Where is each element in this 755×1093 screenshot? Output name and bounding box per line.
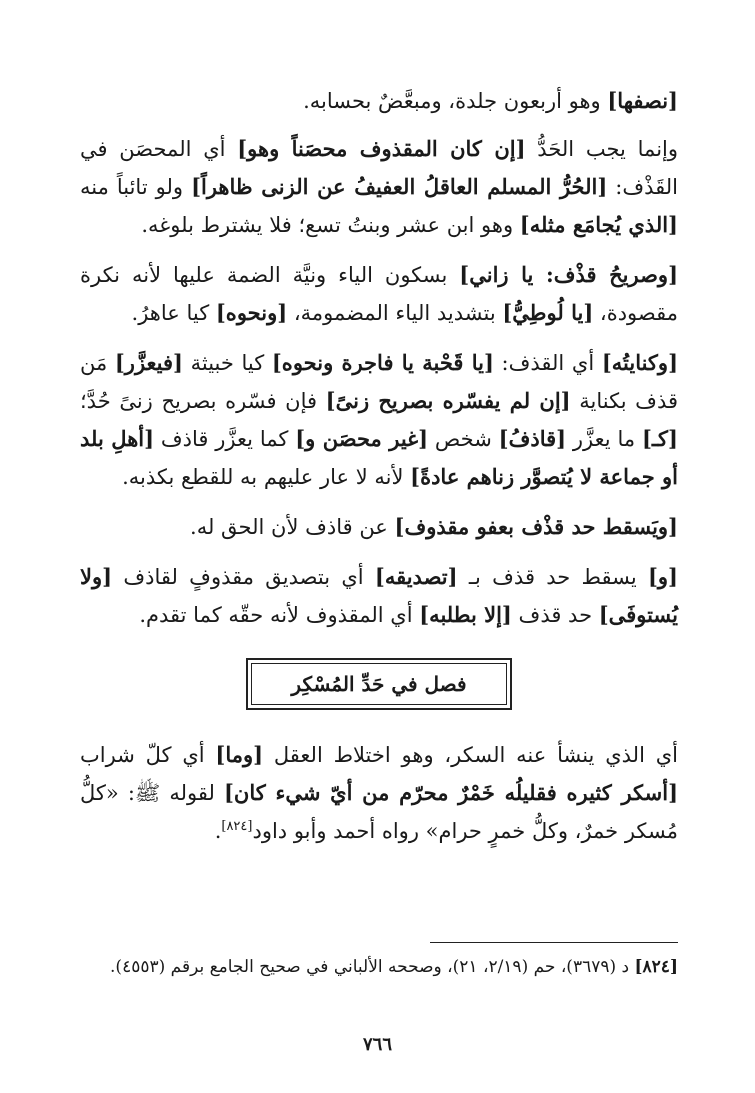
bold-term: [إن لم يفسّره بصريح زنىً] (325, 388, 571, 413)
text-run: بتشديد الياء المضمومة، (287, 301, 503, 325)
text-run: حد قذف (511, 603, 599, 627)
bold-term: [يا لُوطِيُّ] (502, 300, 594, 325)
bold-term: [وصريحُ قذْف: يا زاني] (459, 262, 678, 287)
text-run: مَن قذف بكناية (80, 351, 679, 413)
text-run: لقوله ﷺ: «كلُّ مُسكر خمرٌ، وكلُّ خمرٍ حرام» رواه أحمد وأبو داود (80, 781, 678, 843)
text-run: لأنه لا عار عليهم به للقطع بكذبه. (122, 465, 411, 489)
bold-term: [ونحوه] (215, 300, 288, 325)
text-run: أي الذي ينشأ عنه السكر، وهو اختلاط العقل (263, 743, 678, 767)
bold-term: [كـ] (641, 426, 678, 451)
text-run: وإنما يجب الحَدُّ (525, 137, 679, 161)
text-run: بسكون الياء ونيَّة الضمة عليها لأنه نكرة مقصودة، (80, 263, 678, 325)
bold-term: [الذي يُجامَع مثله] (519, 212, 678, 237)
text-run: كيا عاهرُ. (131, 301, 216, 325)
bold-term: [الحُرُّ المسلم العاقلُ العفيفُ عن الزنى ظاهراً] (191, 174, 608, 199)
text-run: كما يعزَّر قاذف (154, 427, 296, 451)
text-run: فإن فسّره بصريح زنىً حُدَّ؛ (80, 389, 326, 413)
bold-term: [أهلِ بلد أو جماعة لا يُتصوَّر زناهم عادةً] (80, 426, 678, 489)
text-run: كيا خبيثة (182, 351, 272, 375)
text-run: أي المحصَن في القَذْف: (80, 137, 678, 199)
footnote-marker: [٨٢٤] (634, 957, 678, 977)
text-run: يسقط حد قذف بـ (457, 565, 648, 589)
paragraph (80, 344, 678, 496)
text-run: . (214, 819, 222, 843)
footnote (80, 952, 678, 983)
paragraph (80, 130, 678, 244)
section-heading: فصل في حَدِّ المُسْكِر (251, 663, 507, 705)
page-body (80, 82, 678, 860)
page-number: ٧٦٦ (362, 1034, 392, 1055)
bold-term: [و] (647, 564, 678, 589)
footnote-divider (430, 942, 678, 943)
bold-term: [فيعزَّر] (114, 350, 183, 375)
bold-term: [تصديقه] (374, 564, 458, 589)
main-text (80, 82, 678, 634)
bold-term: [وكنايتُه] (601, 350, 678, 375)
text-run: أي بتصديق مقذوفٍ لقاذف (112, 565, 375, 589)
text-run: أي المقذوف لأنه حقّه كما تقدم. (139, 603, 420, 627)
bold-term: [أسكر كثيره فقليلُه خَمْرٌ محرّم من أيّ شيء كان] (223, 780, 679, 805)
text-run: أي كلّ شراب (80, 743, 216, 767)
bold-term: [غير محصَن و] (295, 426, 429, 451)
text-run: أي القذف: (493, 351, 602, 375)
footnote-text: د (٣٦٧٩)، حم (٢/١٩، ٢١)، وصححه الألباني في صحيح الجامع برقم (٤٥٥٣). (110, 957, 635, 977)
text-run: شخص (428, 427, 499, 451)
paragraph (80, 256, 678, 332)
text-run: وهو أربعون جلدة، ومبعَّضٌ بحسابه. (303, 89, 608, 113)
text-run: ما يعزَّر (566, 427, 642, 451)
text-run: ولو تائباً منه (80, 175, 192, 199)
paragraph (80, 82, 678, 120)
final-paragraph (80, 736, 678, 850)
bold-term: [يا قَحْبة يا فاجرة ونحوه] (271, 350, 494, 375)
bold-term: [إن كان المقذوف محصَناً وهو] (237, 136, 526, 161)
bold-term: [ويَسقط حد قذْف بعفو مقذوف] (394, 514, 678, 539)
text-run: وهو ابن عشر وبنتُ تسع؛ فلا يشترط بلوغه. (141, 213, 520, 237)
paragraph (80, 508, 678, 546)
section-heading-frame (246, 658, 512, 710)
bold-term: [قاذفُ] (498, 426, 567, 451)
bold-term: [وما] (215, 742, 264, 767)
bold-term: [ولا يُستوفَى] (80, 564, 678, 627)
section-heading-wrap (80, 658, 678, 710)
footnote-reference[interactable]: [٨٢٤] (221, 819, 253, 834)
bold-term: [نصفها] (607, 88, 678, 113)
paragraph (80, 558, 678, 634)
bold-term: [إلا بطلبه] (419, 602, 512, 627)
text-run: عن قاذف لأن الحق له. (190, 515, 395, 539)
